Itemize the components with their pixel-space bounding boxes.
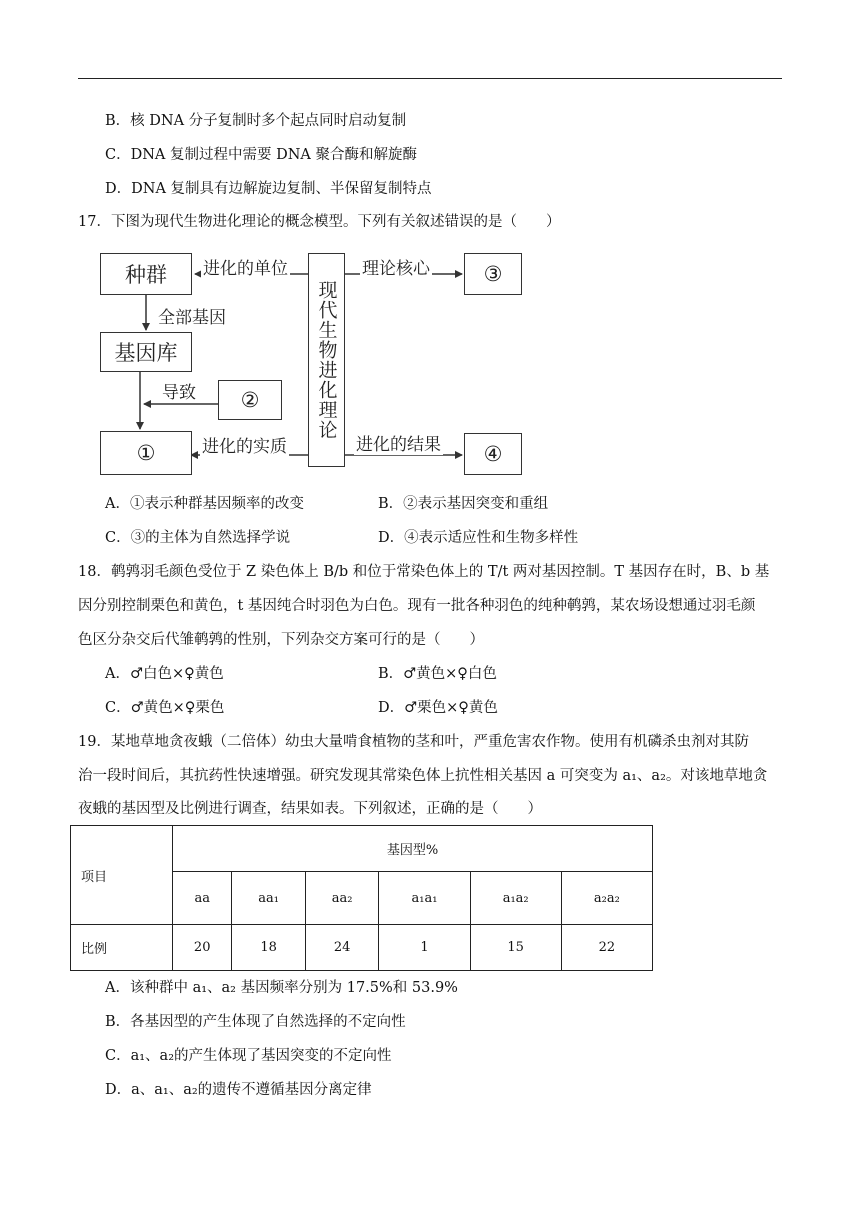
q17-option-b: B．②表示基因突变和重组 (378, 496, 549, 512)
q19-stem-line1: 19．某地草地贪夜蛾（二倍体）幼虫大量啃食植物的茎和叶，严重危害农作物。使用有机磷杀虫剂对其防 (78, 734, 749, 750)
table-cell: 20 (173, 925, 232, 971)
box-genepool: 基因库 (100, 332, 192, 372)
genotype-header: aa₂ (305, 872, 379, 925)
center-theory-box: 现代生物进化理论 (308, 253, 345, 467)
label-lead-to: 导致 (160, 378, 198, 403)
box-population: 种群 (100, 253, 192, 295)
table-group-header: 基因型% (173, 826, 653, 872)
q19-stem-line2: 治一段时间后，其抗药性快速增强。研究发现其常染色体上抗性相关基因 a 可突变为 a₁、a₂。对该地草地贪 (78, 768, 768, 784)
table-row-label: 比例 (71, 925, 173, 971)
q19-option-d: D．a、a₁、a₂的遗传不遵循基因分离定律 (105, 1082, 372, 1098)
q19-option-a: A．该种群中 a₁、a₂ 基因频率分别为 17.5%和 53.9% (105, 980, 458, 996)
label-evolution-essence: 进化的实质 (200, 432, 289, 457)
genotype-header: a₁a₁ (379, 872, 470, 925)
genotype-table (70, 825, 653, 971)
label-evolution-unit: 进化的单位 (201, 254, 290, 279)
table-cell: 18 (232, 925, 306, 971)
box-circle-2: ② (218, 380, 282, 420)
genotype-header: a₁a₂ (470, 872, 561, 925)
table-cell: 1 (379, 925, 470, 971)
table-ratio-row (71, 925, 653, 971)
q17-option-c: C．③的主体为自然选择学说 (105, 530, 291, 546)
q16-option-b: B．核 DNA 分子复制时多个起点同时启动复制 (105, 113, 407, 129)
q18-option-d: D．♂栗色×♀黄色 (378, 700, 498, 716)
q17-option-d: D．④表示适应性和生物多样性 (378, 530, 579, 546)
q19-stem-line3: 夜蛾的基因型及比例进行调查，结果如表。下列叙述，正确的是（ ） (78, 801, 542, 817)
genotype-header: a₂a₂ (561, 872, 652, 925)
evolution-concept-diagram (98, 247, 528, 479)
table-cell: 22 (561, 925, 652, 971)
table-cell: 24 (305, 925, 379, 971)
q17-option-a: A．①表示种群基因频率的改变 (105, 496, 304, 512)
q18-stem-line2: 因分别控制栗色和黄色，t 基因纯合时羽色为白色。现有一批各种羽色的纯种鹌鹑，某农场设想通过羽毛颜 (78, 598, 756, 614)
q18-option-b: B．♂黄色×♀白色 (378, 666, 497, 682)
q18-stem-line3: 色区分杂交后代雏鹌鹑的性别，下列杂交方案可行的是（ ） (78, 632, 484, 648)
q19-option-c: C．a₁、a₂的产生体现了基因突变的不定向性 (105, 1048, 392, 1064)
box-circle-4: ④ (464, 433, 522, 475)
q17-stem: 17．下图为现代生物进化理论的概念模型。下列有关叙述错误的是（ ） (78, 214, 561, 230)
header-rule (78, 78, 782, 79)
label-all-genes: 全部基因 (156, 303, 228, 328)
box-circle-1: ① (100, 431, 192, 475)
genotype-header: aa₁ (232, 872, 306, 925)
q16-option-d: D．DNA 复制具有边解旋边复制、半保留复制特点 (105, 181, 432, 197)
q18-option-c: C．♂黄色×♀栗色 (105, 700, 225, 716)
label-theory-core: 理论核心 (360, 254, 432, 279)
table-cell: 15 (470, 925, 561, 971)
q18-stem-line1: 18．鹌鹑羽毛颜色受位于 Z 染色体上 B/b 和位于常染色体上的 T/t 两对基因控制。T 基因存在时，B、b 基 (78, 564, 770, 580)
genotype-header: aa (173, 872, 232, 925)
table-item-label: 项目 (71, 826, 173, 925)
box-circle-3: ③ (464, 253, 522, 295)
q19-option-b: B．各基因型的产生体现了自然选择的不定向性 (105, 1014, 406, 1030)
q18-option-a: A．♂白色×♀黄色 (105, 666, 224, 682)
label-evolution-result: 进化的结果 (354, 430, 443, 455)
q16-option-c: C．DNA 复制过程中需要 DNA 聚合酶和解旋酶 (105, 147, 417, 163)
